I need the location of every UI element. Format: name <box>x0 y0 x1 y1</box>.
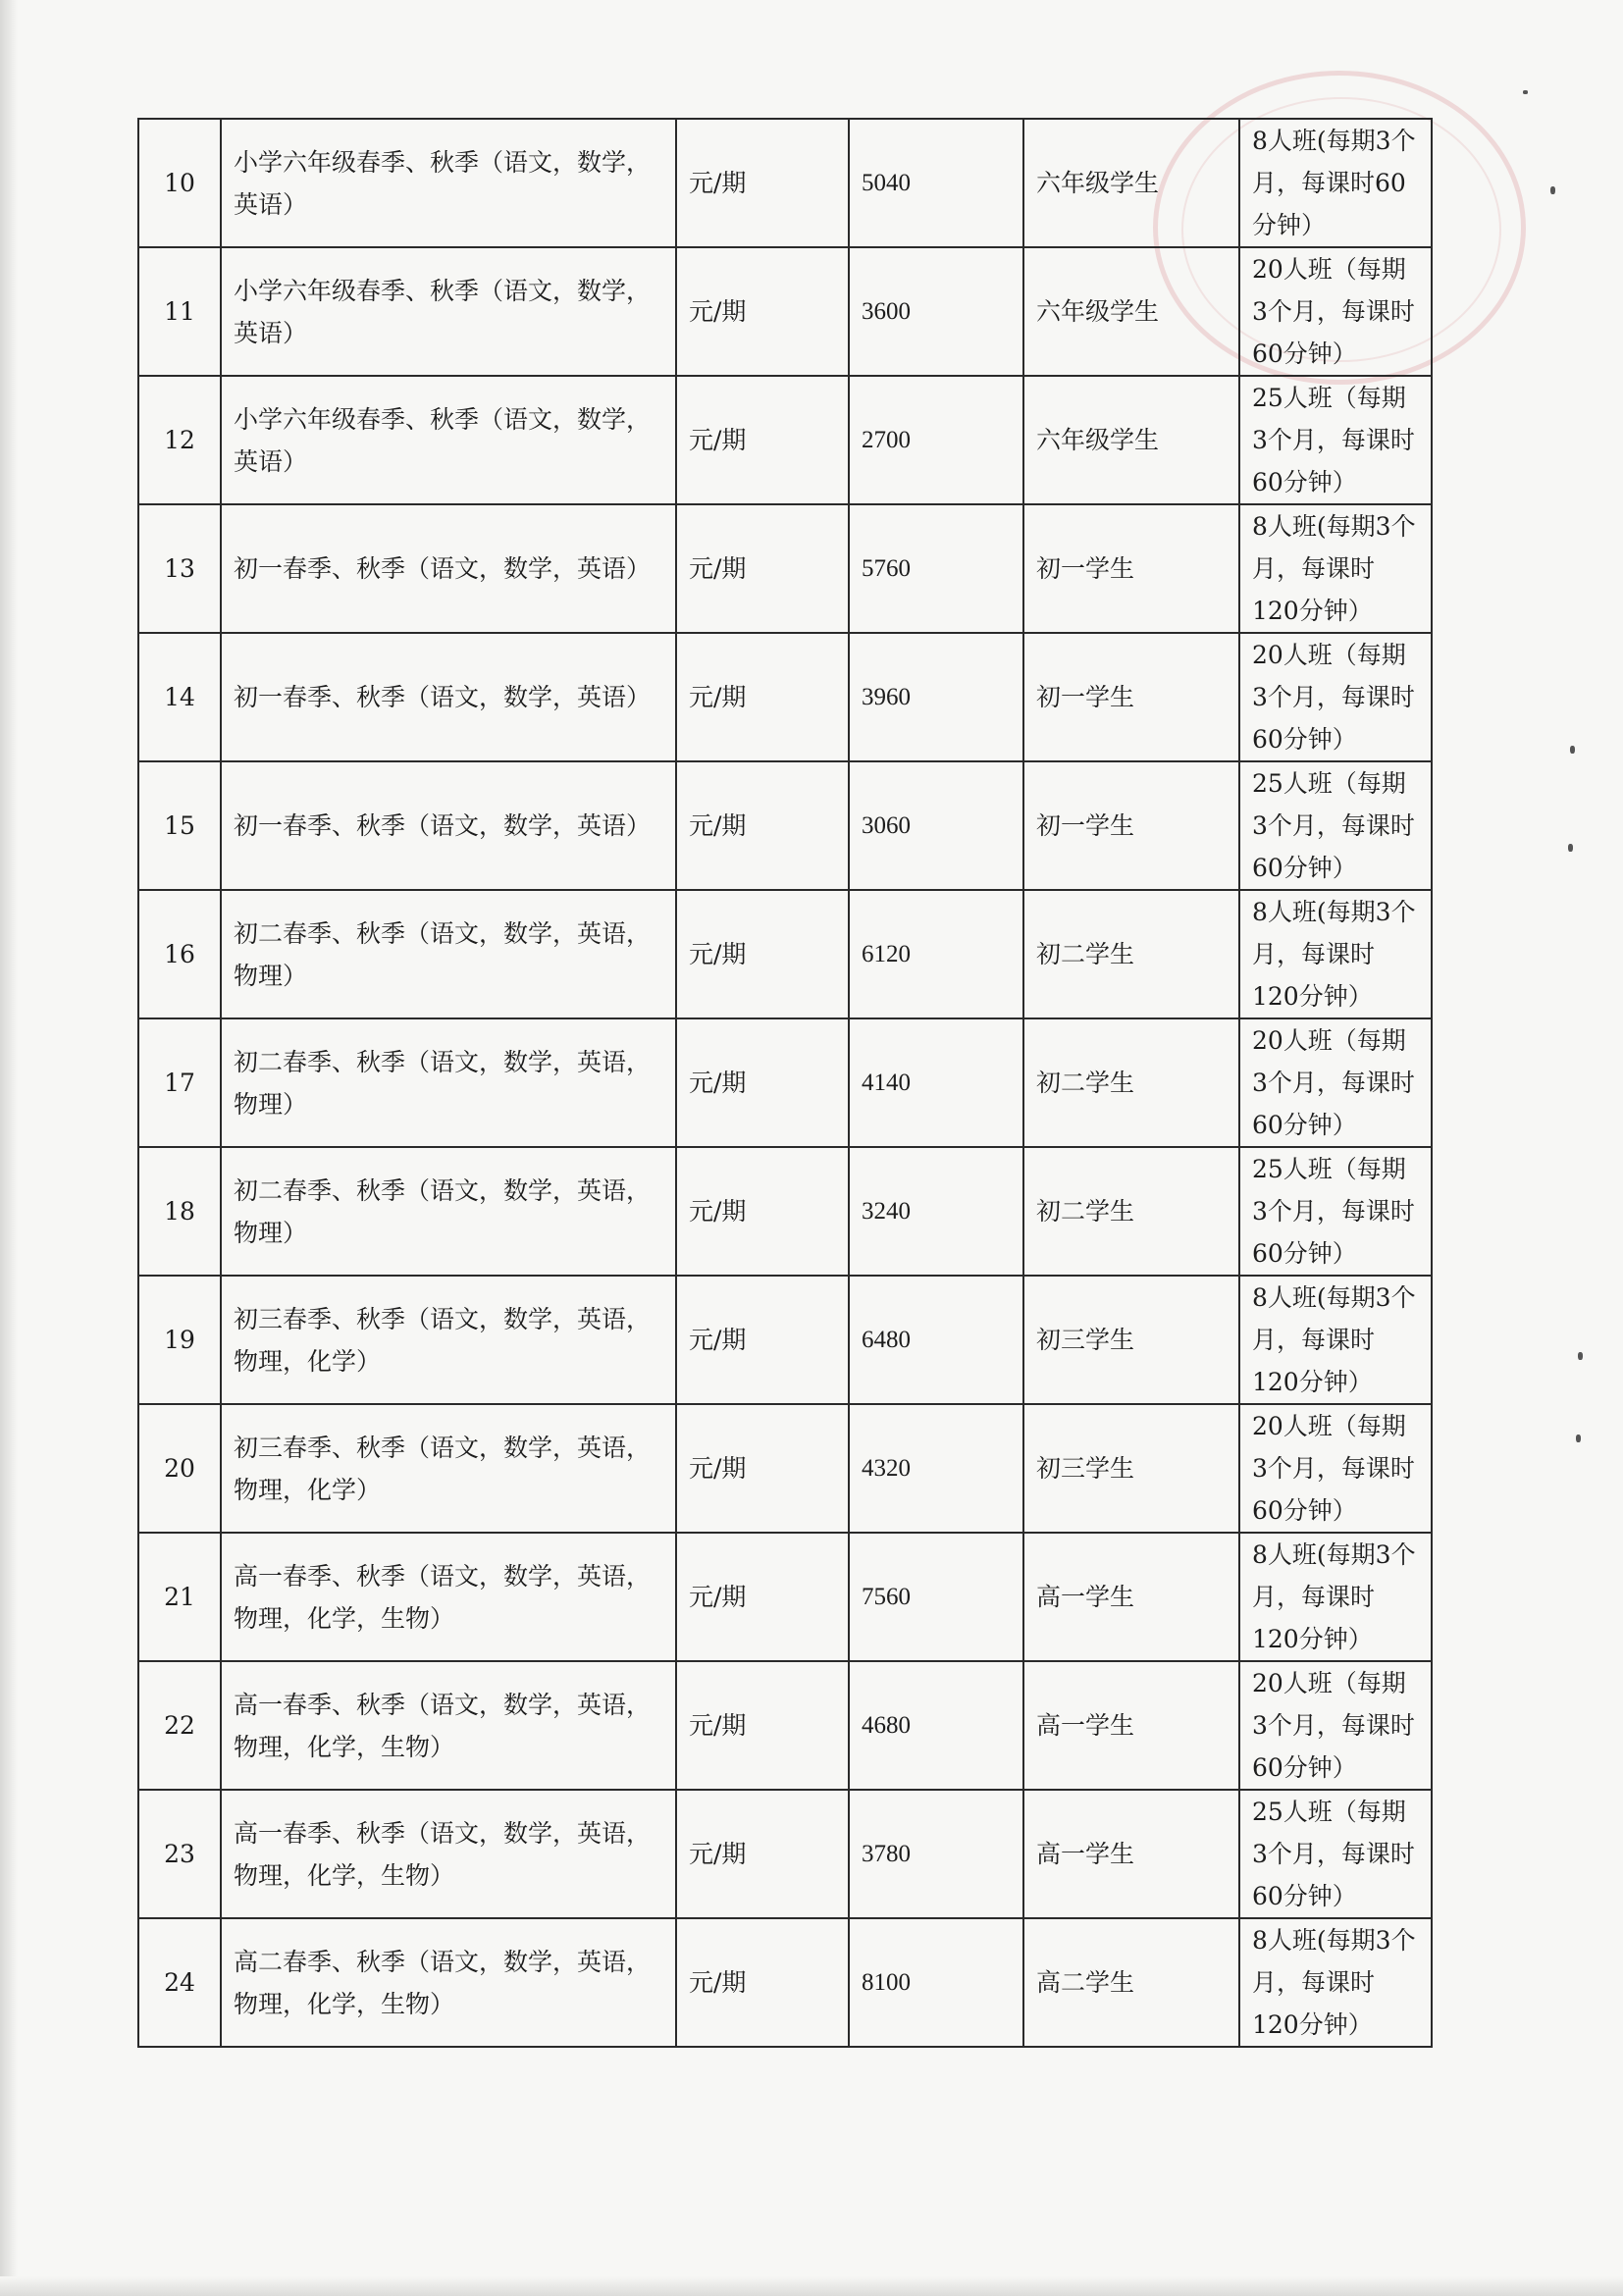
row-number-cell: 12 <box>138 376 221 504</box>
table-row <box>138 761 1432 890</box>
price-cell: 2700 <box>849 376 1023 504</box>
unit-cell: 元/期 <box>676 1018 849 1147</box>
target-students-cell: 初一学生 <box>1023 504 1239 633</box>
target-students-cell: 六年级学生 <box>1023 247 1239 376</box>
price-cell: 4320 <box>849 1404 1023 1533</box>
scan-edge-shadow <box>0 0 18 2296</box>
price-cell: 7560 <box>849 1533 1023 1661</box>
row-number-cell: 20 <box>138 1404 221 1533</box>
row-number-cell: 11 <box>138 247 221 376</box>
scan-speck <box>1576 1435 1581 1442</box>
price-cell: 8100 <box>849 1918 1023 2047</box>
scan-speck <box>1578 1352 1583 1360</box>
price-cell: 3960 <box>849 633 1023 761</box>
table-row <box>138 1790 1432 1918</box>
price-cell: 6120 <box>849 890 1023 1018</box>
unit-cell: 元/期 <box>676 1276 849 1404</box>
target-students-cell: 六年级学生 <box>1023 119 1239 247</box>
unit-cell: 元/期 <box>676 119 849 247</box>
course-name-cell: 高一春季、秋季（语文，数学，英语，物理，化学，生物） <box>221 1790 676 1918</box>
class-note-cell: 8人班(每期3个月，每课时60分钟） <box>1239 119 1432 247</box>
fee-table <box>137 118 1433 2048</box>
course-name-cell: 初三春季、秋季（语文，数学，英语，物理，化学） <box>221 1276 676 1404</box>
class-note-cell: 20人班（每期3个月，每课时60分钟） <box>1239 633 1432 761</box>
class-note-cell: 8人班(每期3个月，每课时120分钟） <box>1239 890 1432 1018</box>
scan-speck <box>1568 844 1573 852</box>
table-row <box>138 1147 1432 1276</box>
target-students-cell: 六年级学生 <box>1023 376 1239 504</box>
course-name-cell: 初二春季、秋季（语文，数学，英语，物理） <box>221 1147 676 1276</box>
table-row <box>138 1018 1432 1147</box>
class-note-cell: 20人班（每期3个月，每课时60分钟） <box>1239 1661 1432 1790</box>
price-cell: 6480 <box>849 1276 1023 1404</box>
row-number-cell: 14 <box>138 633 221 761</box>
scan-speck <box>1550 186 1555 194</box>
table-row <box>138 247 1432 376</box>
price-cell: 4680 <box>849 1661 1023 1790</box>
course-name-cell: 小学六年级春季、秋季（语文，数学，英语） <box>221 119 676 247</box>
table-row <box>138 1276 1432 1404</box>
target-students-cell: 高二学生 <box>1023 1918 1239 2047</box>
unit-cell: 元/期 <box>676 890 849 1018</box>
price-cell: 3060 <box>849 761 1023 890</box>
target-students-cell: 初二学生 <box>1023 890 1239 1018</box>
row-number-cell: 17 <box>138 1018 221 1147</box>
fee-table-body <box>138 119 1432 2047</box>
row-number-cell: 19 <box>138 1276 221 1404</box>
class-note-cell: 20人班（每期3个月，每课时60分钟） <box>1239 247 1432 376</box>
scan-speck <box>1570 746 1575 754</box>
course-name-cell: 初二春季、秋季（语文，数学，英语，物理） <box>221 1018 676 1147</box>
class-note-cell: 8人班(每期3个月，每课时120分钟） <box>1239 1533 1432 1661</box>
course-name-cell: 初一春季、秋季（语文，数学，英语） <box>221 504 676 633</box>
row-number-cell: 22 <box>138 1661 221 1790</box>
class-note-cell: 20人班（每期3个月，每课时60分钟） <box>1239 1404 1432 1533</box>
course-name-cell: 初一春季、秋季（语文，数学，英语） <box>221 633 676 761</box>
price-cell: 3240 <box>849 1147 1023 1276</box>
table-row <box>138 504 1432 633</box>
table-row <box>138 1918 1432 2047</box>
unit-cell: 元/期 <box>676 1147 849 1276</box>
class-note-cell: 8人班(每期3个月，每课时120分钟） <box>1239 1276 1432 1404</box>
row-number-cell: 15 <box>138 761 221 890</box>
target-students-cell: 初三学生 <box>1023 1404 1239 1533</box>
table-row <box>138 1404 1432 1533</box>
price-cell: 3780 <box>849 1790 1023 1918</box>
price-cell: 4140 <box>849 1018 1023 1147</box>
price-cell: 5760 <box>849 504 1023 633</box>
course-name-cell: 小学六年级春季、秋季（语文，数学，英语） <box>221 247 676 376</box>
class-note-cell: 20人班（每期3个月，每课时60分钟） <box>1239 1018 1432 1147</box>
target-students-cell: 初一学生 <box>1023 761 1239 890</box>
table-row <box>138 1661 1432 1790</box>
table-row <box>138 119 1432 247</box>
course-name-cell: 高一春季、秋季（语文，数学，英语，物理，化学，生物） <box>221 1661 676 1790</box>
class-note-cell: 25人班（每期3个月，每课时60分钟） <box>1239 761 1432 890</box>
course-name-cell: 初一春季、秋季（语文，数学，英语） <box>221 761 676 890</box>
course-name-cell: 高二春季、秋季（语文，数学，英语，物理，化学，生物） <box>221 1918 676 2047</box>
target-students-cell: 初二学生 <box>1023 1147 1239 1276</box>
price-cell: 5040 <box>849 119 1023 247</box>
row-number-cell: 13 <box>138 504 221 633</box>
target-students-cell: 高一学生 <box>1023 1790 1239 1918</box>
scan-bottom-shadow <box>0 2276 1623 2296</box>
target-students-cell: 初一学生 <box>1023 633 1239 761</box>
table-row <box>138 376 1432 504</box>
row-number-cell: 24 <box>138 1918 221 2047</box>
unit-cell: 元/期 <box>676 1790 849 1918</box>
unit-cell: 元/期 <box>676 1661 849 1790</box>
target-students-cell: 高一学生 <box>1023 1533 1239 1661</box>
unit-cell: 元/期 <box>676 376 849 504</box>
course-name-cell: 初二春季、秋季（语文，数学，英语，物理） <box>221 890 676 1018</box>
unit-cell: 元/期 <box>676 761 849 890</box>
unit-cell: 元/期 <box>676 1404 849 1533</box>
row-number-cell: 23 <box>138 1790 221 1918</box>
unit-cell: 元/期 <box>676 1533 849 1661</box>
unit-cell: 元/期 <box>676 1918 849 2047</box>
class-note-cell: 25人班（每期3个月，每课时60分钟） <box>1239 1790 1432 1918</box>
target-students-cell: 初二学生 <box>1023 1018 1239 1147</box>
row-number-cell: 16 <box>138 890 221 1018</box>
unit-cell: 元/期 <box>676 504 849 633</box>
course-name-cell: 小学六年级春季、秋季（语文，数学，英语） <box>221 376 676 504</box>
table-row <box>138 1533 1432 1661</box>
class-note-cell: 25人班（每期3个月，每课时60分钟） <box>1239 1147 1432 1276</box>
unit-cell: 元/期 <box>676 633 849 761</box>
target-students-cell: 高一学生 <box>1023 1661 1239 1790</box>
class-note-cell: 8人班(每期3个月，每课时120分钟） <box>1239 1918 1432 2047</box>
table-row <box>138 890 1432 1018</box>
scan-speck <box>1523 90 1528 94</box>
unit-cell: 元/期 <box>676 247 849 376</box>
row-number-cell: 21 <box>138 1533 221 1661</box>
row-number-cell: 10 <box>138 119 221 247</box>
class-note-cell: 8人班(每期3个月，每课时120分钟） <box>1239 504 1432 633</box>
course-name-cell: 初三春季、秋季（语文，数学，英语，物理，化学） <box>221 1404 676 1533</box>
row-number-cell: 18 <box>138 1147 221 1276</box>
course-name-cell: 高一春季、秋季（语文，数学，英语，物理，化学，生物） <box>221 1533 676 1661</box>
target-students-cell: 初三学生 <box>1023 1276 1239 1404</box>
class-note-cell: 25人班（每期3个月，每课时60分钟） <box>1239 376 1432 504</box>
table-row <box>138 633 1432 761</box>
price-cell: 3600 <box>849 247 1023 376</box>
